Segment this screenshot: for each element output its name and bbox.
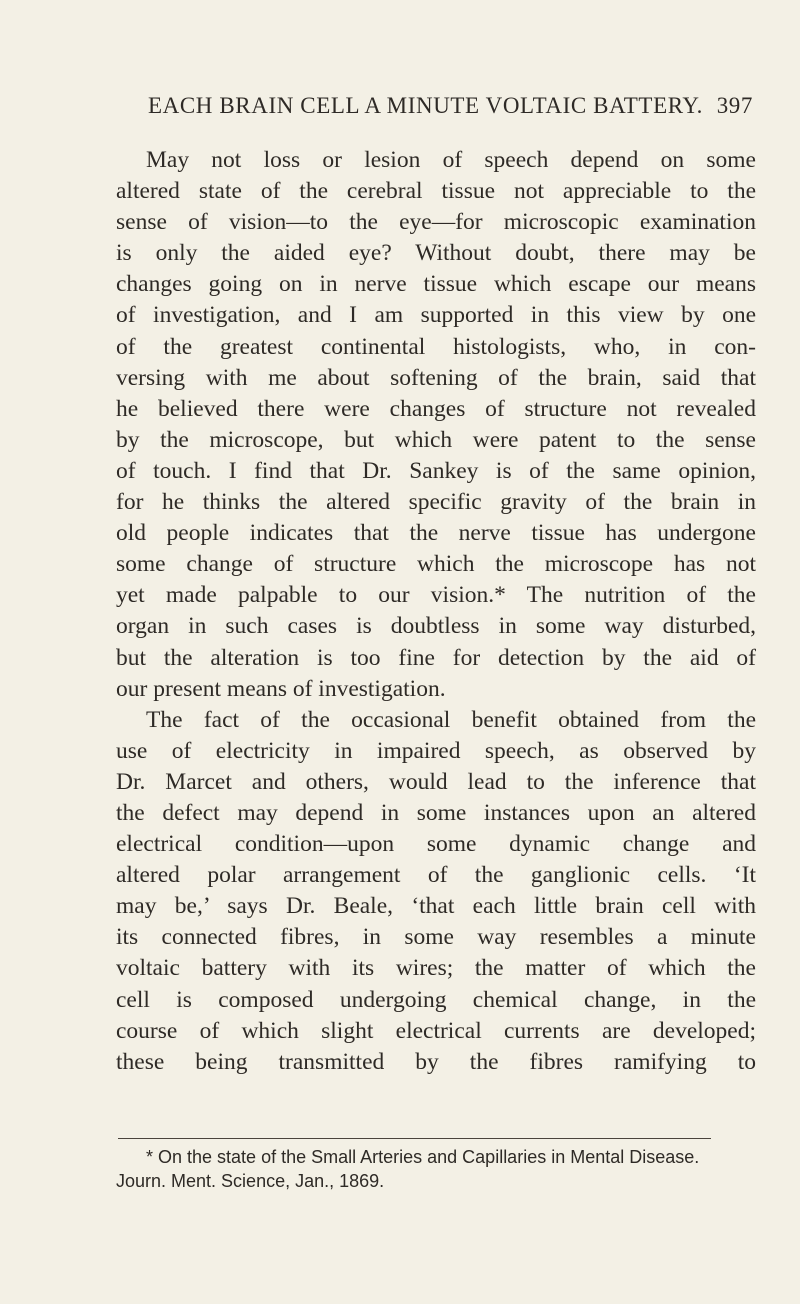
- text-line: of the greatest continental histologists, who, in con-: [116, 333, 756, 360]
- footnote-line: Journ. Ment. Science, Jan., 1869.: [116, 1171, 385, 1191]
- text-line: but the alteration is too fine for detection by the aid of: [116, 644, 756, 671]
- text-line: he believed there were changes of structure not revealed: [116, 395, 756, 422]
- text-line: is only the aided eye? Without doubt, there may be: [116, 240, 756, 267]
- text-line: The fact of the occasional benefit obtained from the: [146, 706, 756, 733]
- text-line: May not loss or lesion of speech depend on some: [146, 147, 756, 173]
- text-line: the defect may depend in some instances upon an altered: [116, 799, 756, 826]
- text-line: course of which slight electrical currents are developed;: [116, 1017, 756, 1044]
- text-line: old people indicates that the nerve tissue has undergone: [116, 520, 756, 547]
- text-line: cell is composed undergoing chemical change, in the: [116, 986, 756, 1013]
- text-line: use of electricity in impaired speech, as observed by: [116, 737, 756, 764]
- text-line: its connected fibres, in some way resembles a minute: [116, 924, 756, 951]
- text-line: for he thinks the altered specific gravity of the brain in: [116, 489, 756, 516]
- running-head: [148, 92, 753, 120]
- text-line: changes going on in nerve tissue which escape our means: [116, 271, 756, 298]
- text-line: organ in such cases is doubtless in some way disturbed,: [116, 613, 756, 640]
- footnote: [116, 1145, 756, 1193]
- text-line: of touch. I find that Dr. Sankey is of the same opinion,: [116, 457, 756, 484]
- text-line: Dr. Marcet and others, would lead to the inference that: [116, 768, 756, 795]
- footnote-divider: [118, 1138, 711, 1139]
- text-line: by the microscope, but which were patent to the sense: [116, 426, 756, 453]
- text-line: of investigation, and I am supported in this view by one: [116, 302, 756, 329]
- text-line: some change of structure which the microscope has not: [116, 551, 756, 578]
- text-line: altered polar arrangement of the ganglionic cells. ‘It: [116, 862, 756, 889]
- text-line: may be,’ says Dr. Beale, ‘that each little brain cell with: [116, 893, 756, 920]
- text-line: voltaic battery with its wires; the matter of which the: [116, 955, 756, 982]
- text-line: electrical condition—upon some dynamic change and: [116, 831, 756, 858]
- text-line: sense of vision—to the eye—for microscopic examination: [116, 209, 756, 236]
- text-line: altered state of the cerebral tissue not appreciable to the: [116, 178, 756, 205]
- footnote-line: * On the state of the Small Arteries and Capillaries in Mental Disease.: [146, 1147, 700, 1167]
- text-line: these being transmitted by the fibres ramifying to: [116, 1048, 756, 1075]
- text-line: our present means of investigation.: [116, 675, 446, 702]
- text-line: versing with me about softening of the brain, said that: [116, 364, 756, 391]
- body-text: [116, 145, 756, 1078]
- running-head-title: EACH BRAIN CELL A MINUTE VOLTAIC BATTERY.: [148, 93, 703, 118]
- page-number: 397: [716, 93, 753, 118]
- text-line: yet made palpable to our vision.* The nutrition of the: [116, 582, 756, 609]
